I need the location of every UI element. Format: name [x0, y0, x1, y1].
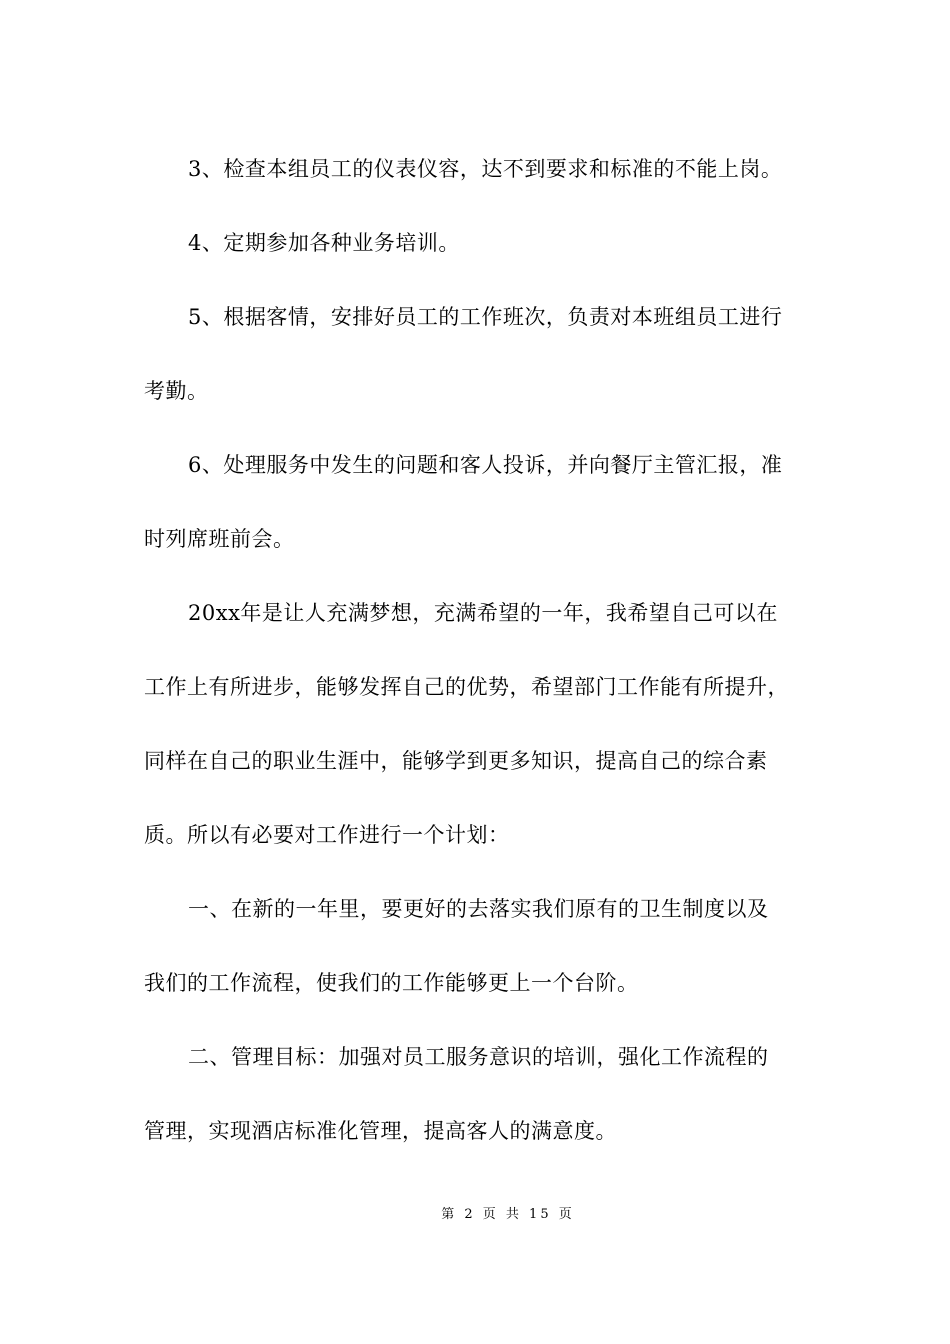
text-line: 3、检查本组员工的仪表仪容，达不到要求和标准的不能上岗。 [188, 157, 783, 181]
text-line: 4、定期参加各种业务培训。 [188, 231, 460, 255]
text-line: 一、在新的一年里，要更好的去落实我们原有的卫生制度以及 [188, 897, 769, 921]
text-line: 同样在自己的职业生涯中，能够学到更多知识，提高自己的综合素 [144, 749, 768, 773]
text-line: 我们的工作流程，使我们的工作能够更上一个台阶。 [144, 971, 639, 995]
document-body [144, 132, 820, 1168]
text-line: 二、管理目标：加强对员工服务意识的培训，强化工作流程的 [188, 1045, 769, 1069]
text-line: 20xx年是让人充满梦想，充满希望的一年，我希望自己可以在 [188, 601, 778, 625]
text-line: 质。所以有必要对工作进行一个计划： [144, 823, 510, 847]
text-line: 5、根据客情，安排好员工的工作班次，负责对本班组员工进行 [188, 305, 783, 329]
text-line: 工作上有所进步，能够发挥自己的优势，希望部门工作能有所提升， [144, 675, 789, 699]
text-line: 6、处理服务中发生的问题和客人投诉，并向餐厅主管汇报，准 [188, 453, 783, 477]
text-line: 考勤。 [144, 379, 209, 403]
text-line: 时列席班前会。 [144, 527, 295, 551]
page-number-footer: 第 2 页 共 15 页 [441, 1207, 575, 1222]
text-line: 管理，实现酒店标准化管理，提高客人的满意度。 [144, 1119, 617, 1143]
